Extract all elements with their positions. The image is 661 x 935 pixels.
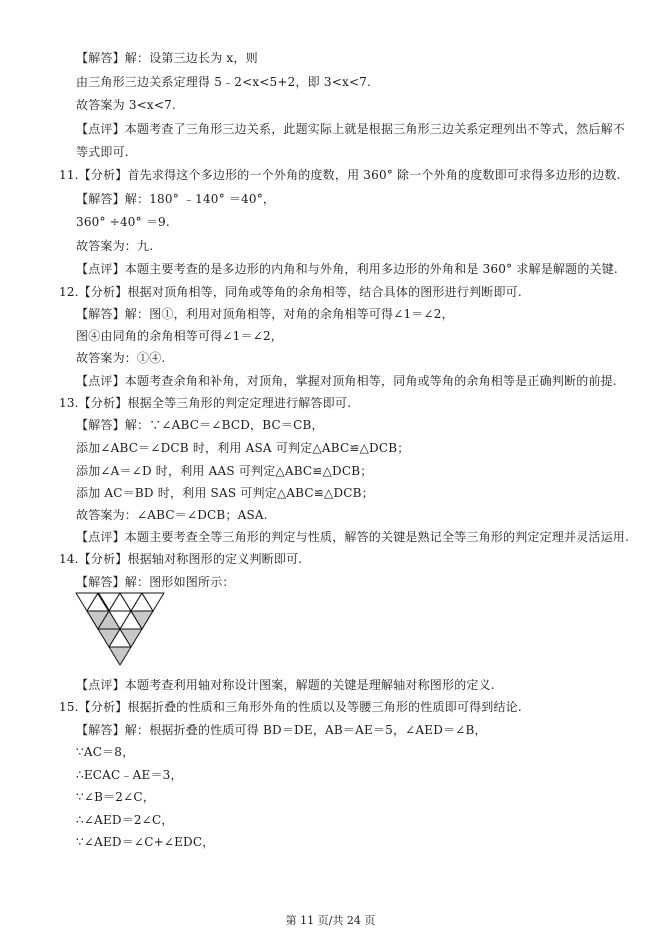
line-14: 故答案为：①④.: [76, 351, 166, 365]
line-25: 【点评】本题考查利用轴对称设计图案，解题的关键是理解轴对称图形的定义.: [76, 678, 495, 692]
line-32: ∵∠AED＝∠C+∠EDC，: [76, 835, 215, 849]
line-2: 由三角形三边关系定理得 5﹣2<x<5+2，即 3<x<7.: [76, 75, 372, 89]
page-footer: 第 11 页/共 24 页: [285, 914, 376, 927]
line-21: 故答案为：∠ABC＝∠DCB；ASA.: [76, 508, 268, 522]
line-24: 【解答】解：图形如图所示：: [76, 575, 235, 589]
line-16: 13.【分析】根据全等三角形的判定定理进行解答即可.: [59, 396, 352, 410]
line-9: 故答案为：九.: [76, 239, 154, 253]
line-19: 添加∠A＝∠D 时，利用 AAS 可判定△ABC≌△DCB；: [76, 464, 373, 478]
line-26: 15.【分析】根据折叠的性质和三角形外角的性质以及等腰三角形的性质即可得到结论.: [59, 700, 522, 714]
line-28: ∵AC＝8，: [76, 745, 135, 759]
line-22: 【点评】本题主要考查全等三角形的判定与性质，解答的关键是熟记全等三角形的判定定理并灵活运用.: [76, 530, 630, 544]
line-4: 【点评】本题考查了三角形三边关系，此题实际上就是根据三角形三边关系定理列出不等式，然后解不: [76, 122, 626, 136]
tri-cell-shaded: [109, 647, 131, 665]
line-12: 【解答】解：图①，利用对顶角相等，对角的余角相等可得∠1＝∠2，: [76, 307, 454, 321]
line-18: 添加∠ABC＝∠DCB 时，利用 ASA 可判定△ABC≌△DCB；: [76, 441, 410, 455]
triangle-grid-figure: [75, 592, 167, 668]
line-1: 【解答】解：设第三边长为 x，则: [76, 51, 258, 65]
line-5: 等式即可.: [76, 145, 129, 159]
line-29: ∴ECAC﹣AE＝3，: [76, 768, 183, 782]
line-17: 【解答】解：∵∠ABC＝∠BCD，BC＝CB，: [76, 418, 324, 432]
line-20: 添加 AC＝BD 时，利用 SAS 可判定△ABC≌△DCB；: [76, 486, 374, 500]
line-8: 360° ÷40° ＝9.: [76, 215, 170, 229]
line-27: 【解答】解：根据折叠的性质可得 BD＝DE，AB＝AE＝5，∠AED＝∠B，: [76, 723, 487, 737]
line-6: 11.【分析】首先求得这个多边形的一个外角的度数，用 360° 除一个外角的度数即可求得多边形的边数.: [59, 168, 621, 182]
line-11: 12.【分析】根据对顶角相等，同角或等角的余角相等，结合具体的图形进行判断即可.: [59, 285, 522, 299]
line-10: 【点评】本题主要考查的是多边形的内角和与外角，利用多边形的外角和是 360° 求解是解题的关键.: [76, 262, 618, 276]
line-31: ∴∠AED＝2∠C，: [76, 813, 174, 827]
line-15: 【点评】本题考查余角和补角，对顶角，掌握对顶角相等，同角或等角的余角相等是正确判断的前提.: [76, 374, 617, 388]
line-7: 【解答】解：180° ﹣140° ＝40°，: [76, 192, 276, 206]
line-30: ∵∠B＝2∠C，: [76, 790, 155, 804]
line-23: 14.【分析】根据轴对称图形的定义判断即可.: [59, 552, 303, 566]
line-3: 故答案为 3<x<7.: [76, 98, 176, 112]
line-13: 图④由同角的余角相等可得∠1＝∠2，: [76, 329, 283, 343]
